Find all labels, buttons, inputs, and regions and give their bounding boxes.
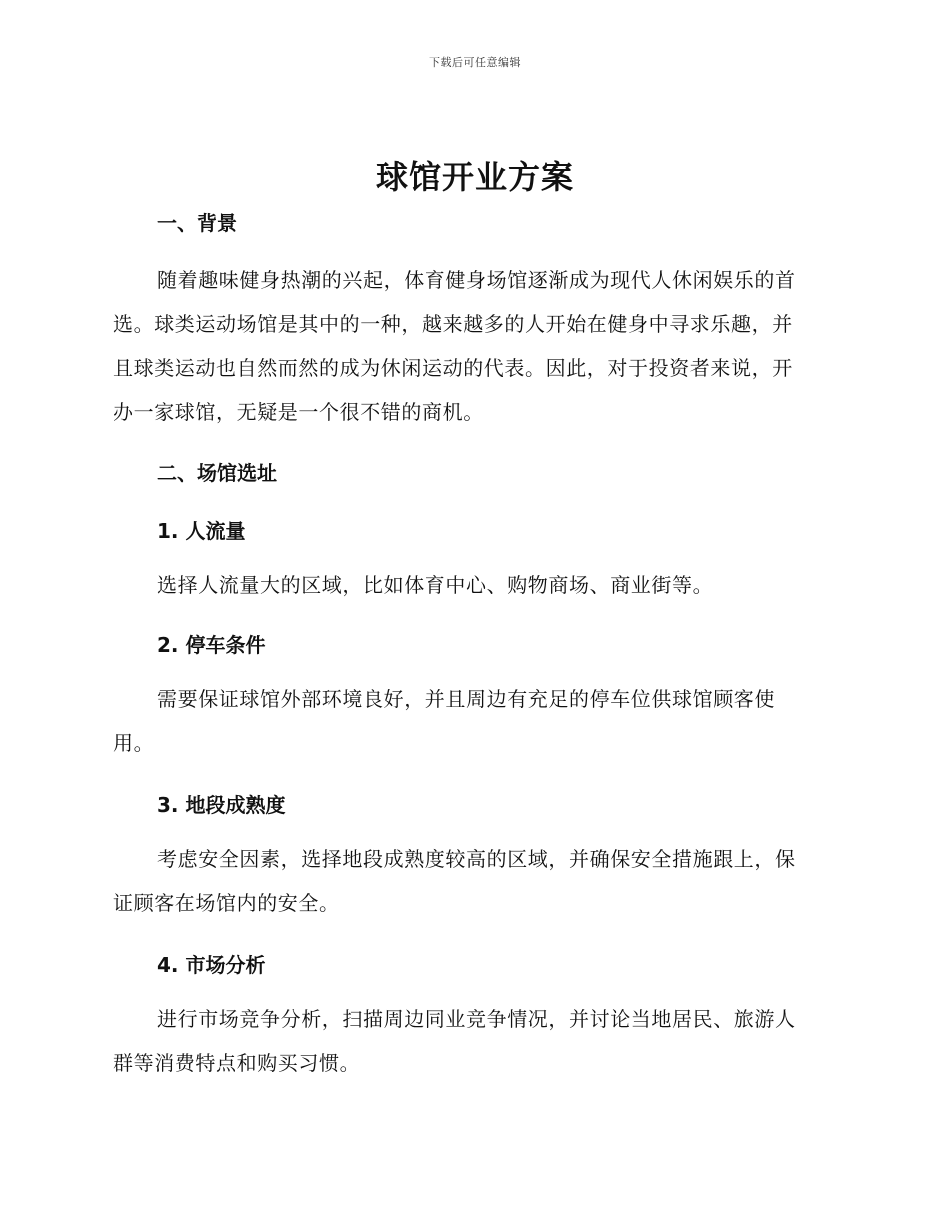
paragraph-line: 证顾客在场馆内的安全。 [113, 891, 340, 915]
subsection-heading-location-maturity: 3. 地段成熟度 [157, 793, 286, 817]
paragraph-line: 进行市场竞争分析，扫描周边同业竞争情况，并讨论当地居民、旅游人 [157, 1007, 796, 1031]
paragraph-line: 考虑安全因素，选择地段成熟度较高的区域，并确保安全措施跟上，保 [157, 847, 796, 871]
paragraph-line: 群等消费特点和购买习惯。 [113, 1051, 361, 1075]
section-heading-site-selection: 二、场馆选址 [157, 461, 277, 485]
location-maturity-paragraph [113, 837, 833, 925]
paragraph-line: 且球类运动也自然而然的成为休闲运动的代表。因此，对于投资者来说，开 [113, 356, 793, 380]
paragraph-line: 选。球类运动场馆是其中的一种，越来越多的人开始在健身中寻求乐趣，并 [113, 312, 793, 336]
parking-paragraph [113, 677, 833, 765]
header-note: 下载后可任意编辑 [429, 56, 521, 69]
foot-traffic-paragraph [113, 563, 833, 607]
paragraph-line: 需要保证球馆外部环境良好，并且周边有充足的停车位供球馆顾客使 [157, 687, 775, 711]
section-heading-background: 一、背景 [157, 211, 237, 235]
background-paragraph [113, 258, 833, 434]
paragraph-line: 办一家球馆，无疑是一个很不错的商机。 [113, 400, 484, 424]
document-title: 球馆开业方案 [375, 158, 574, 196]
subsection-heading-foot-traffic: 1. 人流量 [157, 519, 246, 543]
paragraph-line: 选择人流量大的区域，比如体育中心、购物商场、商业街等。 [157, 573, 714, 597]
paragraph-line: 随着趣味健身热潮的兴起，体育健身场馆逐渐成为现代人休闲娱乐的首 [157, 268, 796, 292]
subsection-heading-parking: 2. 停车条件 [157, 633, 266, 657]
market-analysis-paragraph [113, 997, 833, 1085]
subsection-heading-market-analysis: 4. 市场分析 [157, 953, 266, 977]
paragraph-line: 用。 [113, 731, 155, 755]
